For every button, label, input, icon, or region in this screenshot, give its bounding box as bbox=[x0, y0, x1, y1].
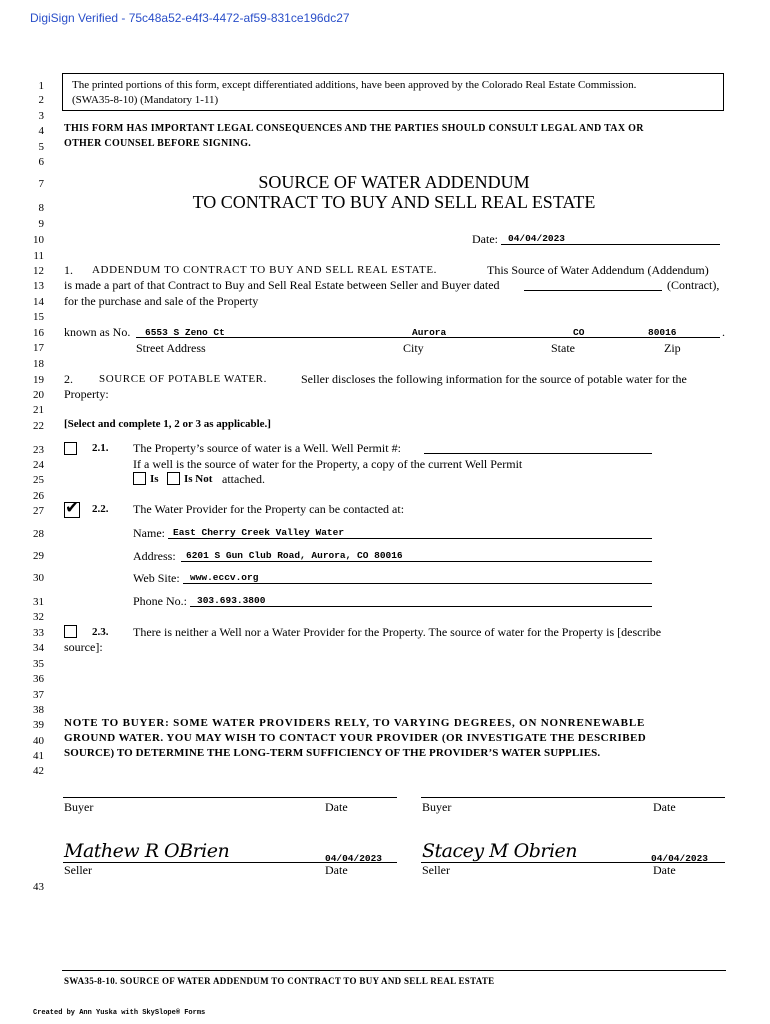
line-number: 30 bbox=[33, 572, 44, 584]
line-number: 12 bbox=[33, 265, 44, 277]
digisign-verified-banner: DigiSign Verified - 75c48a52-e4f3-4472-af59-831ce196dc27 bbox=[30, 11, 350, 25]
line-number: 40 bbox=[33, 735, 44, 747]
line-number: 19 bbox=[33, 374, 44, 386]
provider-website-value: www.eccv.org bbox=[190, 572, 259, 583]
section2-text1: Seller discloses the following information for the source of potable water for the bbox=[301, 372, 687, 386]
line-number: 34 bbox=[33, 642, 44, 654]
option-2-3-text1: There is neither a Well nor a Water Provider for the Property. The source of water for the Property is [describe bbox=[133, 625, 662, 639]
line-number: 28 bbox=[33, 528, 44, 540]
option-2-3-checkbox[interactable] bbox=[64, 625, 77, 638]
section1-text3: for the purchase and sale of the Property bbox=[64, 294, 259, 308]
street-address-value: 6553 S Zeno Ct bbox=[145, 327, 225, 338]
seller2-signature: Stacey M Obrien bbox=[422, 840, 578, 862]
checkmark-icon: ✔ bbox=[65, 498, 80, 518]
option-2-2-number: 2.2. bbox=[92, 503, 109, 515]
option-2-2-checkbox[interactable] bbox=[64, 498, 80, 518]
line-number: 29 bbox=[33, 550, 44, 562]
well-permit-is-checkbox[interactable] bbox=[133, 472, 146, 485]
contract-date-field[interactable] bbox=[524, 278, 662, 291]
select-note: [Select and complete 1, 2 or 3 as applicable.] bbox=[64, 418, 271, 430]
line-number: 20 bbox=[33, 389, 44, 401]
section1-heading: ADDENDUM TO CONTRACT TO BUY AND SELL REAL ESTATE. bbox=[92, 264, 437, 276]
zip-label: Zip bbox=[664, 341, 681, 355]
line-number: 4 bbox=[38, 125, 44, 137]
buyer1-label: Buyer bbox=[64, 800, 94, 814]
section2-heading: SOURCE OF POTABLE WATER. bbox=[99, 373, 267, 385]
footer-divider bbox=[62, 970, 726, 971]
approval-notice-line2: (SWA35-8-10) (Mandatory 1-11) bbox=[72, 94, 219, 106]
line-number: 14 bbox=[33, 296, 44, 308]
provider-address-field[interactable] bbox=[181, 549, 652, 562]
provider-website-label: Web Site: bbox=[133, 571, 180, 585]
provider-phone-value: 303.693.3800 bbox=[197, 595, 266, 606]
line-number: 36 bbox=[33, 673, 44, 685]
section1-text2a: is made a part of that Contract to Buy and Sell Real Estate between Seller and Buyer dated bbox=[64, 278, 500, 292]
provider-phone-field[interactable] bbox=[190, 594, 652, 607]
option-2-1-number: 2.1. bbox=[92, 442, 109, 454]
line-number: 10 bbox=[33, 234, 44, 246]
line-number: 43 bbox=[33, 881, 44, 893]
option-2-2-text: The Water Provider for the Property can be contacted at: bbox=[133, 502, 405, 516]
line-number: 17 bbox=[33, 342, 44, 354]
line-number: 39 bbox=[33, 719, 44, 731]
seller2-date-value: 04/04/2023 bbox=[651, 853, 709, 864]
line-number: 7 bbox=[38, 178, 44, 190]
buyer-note-line1: NOTE TO BUYER: SOME WATER PROVIDERS RELY, TO VARYING DEGREES, ON NONRENEWABLE bbox=[64, 717, 646, 729]
option-2-3-text2: source]: bbox=[64, 640, 103, 654]
section1-text1: This Source of Water Addendum (Addendum) bbox=[487, 263, 709, 277]
state-value: CO bbox=[573, 327, 585, 338]
approval-notice-line1: The printed portions of this form, except differentiated additions, have been approved by the Colorado Real Estate Commission. bbox=[72, 79, 637, 91]
address-period: . bbox=[722, 325, 725, 339]
line-number: 42 bbox=[33, 765, 44, 777]
provider-phone-label: Phone No.: bbox=[133, 594, 187, 608]
well-permit-attached: attached. bbox=[222, 472, 265, 486]
date-value: 04/04/2023 bbox=[508, 233, 566, 244]
buyer-note-line2: GROUND WATER. YOU MAY WISH TO CONTACT YOUR PROVIDER (OR INVESTIGATE THE DESCRIBED bbox=[64, 732, 647, 744]
line-number: 21 bbox=[33, 404, 44, 416]
line-number: 35 bbox=[33, 658, 44, 670]
provider-address-value: 6201 S Gun Club Road, Aurora, CO 80016 bbox=[186, 550, 403, 561]
seller1-date-value: 04/04/2023 bbox=[325, 853, 383, 864]
line-number: 3 bbox=[38, 110, 44, 122]
buyer1-date-label: Date bbox=[325, 800, 348, 814]
line-number: 22 bbox=[33, 420, 44, 432]
line-number: 6 bbox=[38, 156, 44, 168]
line-number: 38 bbox=[33, 704, 44, 716]
well-permit-isnot-checkbox[interactable] bbox=[167, 472, 180, 485]
line-number: 27 bbox=[33, 505, 44, 517]
buyer-note-line3: SOURCE) TO DETERMINE THE LONG-TERM SUFFICIENCY OF THE PROVIDER’S WATER SUPPLIES. bbox=[64, 747, 601, 759]
provider-name-value: East Cherry Creek Valley Water bbox=[173, 527, 345, 538]
section1-text2b: (Contract), bbox=[667, 278, 720, 292]
section2-number: 2. bbox=[64, 372, 73, 386]
zip-value: 80016 bbox=[648, 327, 677, 338]
line-number: 8 bbox=[38, 202, 44, 214]
well-permit-isnot-label: Is Not bbox=[184, 473, 213, 485]
well-permit-field[interactable] bbox=[424, 441, 652, 454]
line-number: 16 bbox=[33, 327, 44, 339]
legal-warning-line1: THIS FORM HAS IMPORTANT LEGAL CONSEQUENCES AND THE PARTIES SHOULD CONSULT LEGAL AND TAX OR bbox=[64, 123, 644, 134]
created-by-note: Created by Ann Yuska with SkySlope® Forms bbox=[33, 1009, 206, 1017]
line-number: 24 bbox=[33, 459, 44, 471]
seller2-date-label: Date bbox=[653, 863, 676, 877]
line-number: 41 bbox=[33, 750, 44, 762]
line-number: 1 bbox=[38, 80, 44, 92]
buyer2-signature-line[interactable] bbox=[421, 797, 725, 798]
line-number: 32 bbox=[33, 611, 44, 623]
legal-warning-line2: OTHER COUNSEL BEFORE SIGNING. bbox=[64, 138, 252, 149]
section2-text2: Property: bbox=[64, 387, 109, 401]
seller2-label: Seller bbox=[422, 863, 450, 877]
line-number: 33 bbox=[33, 627, 44, 639]
option-2-3-number: 2.3. bbox=[92, 626, 109, 638]
date-label: Date: bbox=[472, 232, 498, 246]
option-2-1-text2: If a well is the source of water for the Property, a copy of the current Well Permit bbox=[133, 457, 523, 471]
document-title-line1: SOURCE OF WATER ADDENDUM bbox=[258, 172, 530, 192]
date-field[interactable] bbox=[501, 232, 720, 245]
seller1-label: Seller bbox=[64, 863, 92, 877]
provider-address-label: Address: bbox=[133, 549, 176, 563]
buyer2-label: Buyer bbox=[422, 800, 452, 814]
state-label: State bbox=[551, 341, 575, 355]
line-number: 2 bbox=[38, 94, 44, 106]
known-as-label: known as No. bbox=[64, 325, 131, 339]
line-number: 37 bbox=[33, 689, 44, 701]
section1-number: 1. bbox=[64, 263, 73, 277]
provider-website-field[interactable] bbox=[183, 571, 652, 584]
line-number: 13 bbox=[33, 280, 44, 292]
seller1-date-label: Date bbox=[325, 863, 348, 877]
footer-form-title: SWA35-8-10. SOURCE OF WATER ADDENDUM TO CONTRACT TO BUY AND SELL REAL ESTATE bbox=[64, 976, 495, 986]
line-number: 23 bbox=[33, 444, 44, 456]
option-2-1-text1: The Property’s source of water is a Well. Well Permit #: bbox=[133, 441, 401, 455]
line-number: 11 bbox=[33, 250, 44, 262]
city-label: City bbox=[403, 341, 424, 355]
seller1-signature: Mathew R OBrien bbox=[64, 840, 230, 862]
provider-name-label: Name: bbox=[133, 526, 165, 540]
street-address-label: Street Address bbox=[136, 341, 206, 355]
buyer2-date-label: Date bbox=[653, 800, 676, 814]
line-number: 18 bbox=[33, 358, 44, 370]
line-number: 9 bbox=[38, 218, 44, 230]
city-value: Aurora bbox=[412, 327, 447, 338]
provider-name-field[interactable] bbox=[168, 526, 652, 539]
option-2-1-checkbox[interactable] bbox=[64, 442, 77, 455]
document-title-line2: TO CONTRACT TO BUY AND SELL REAL ESTATE bbox=[192, 192, 596, 212]
line-number: 26 bbox=[33, 490, 44, 502]
line-number: 31 bbox=[33, 596, 44, 608]
line-number: 25 bbox=[33, 474, 44, 486]
line-number: 15 bbox=[33, 311, 44, 323]
buyer1-signature-line[interactable] bbox=[63, 797, 397, 798]
seller2-signature-line[interactable] bbox=[421, 862, 725, 863]
well-permit-is-label: Is bbox=[150, 473, 159, 485]
line-number: 5 bbox=[38, 141, 44, 153]
